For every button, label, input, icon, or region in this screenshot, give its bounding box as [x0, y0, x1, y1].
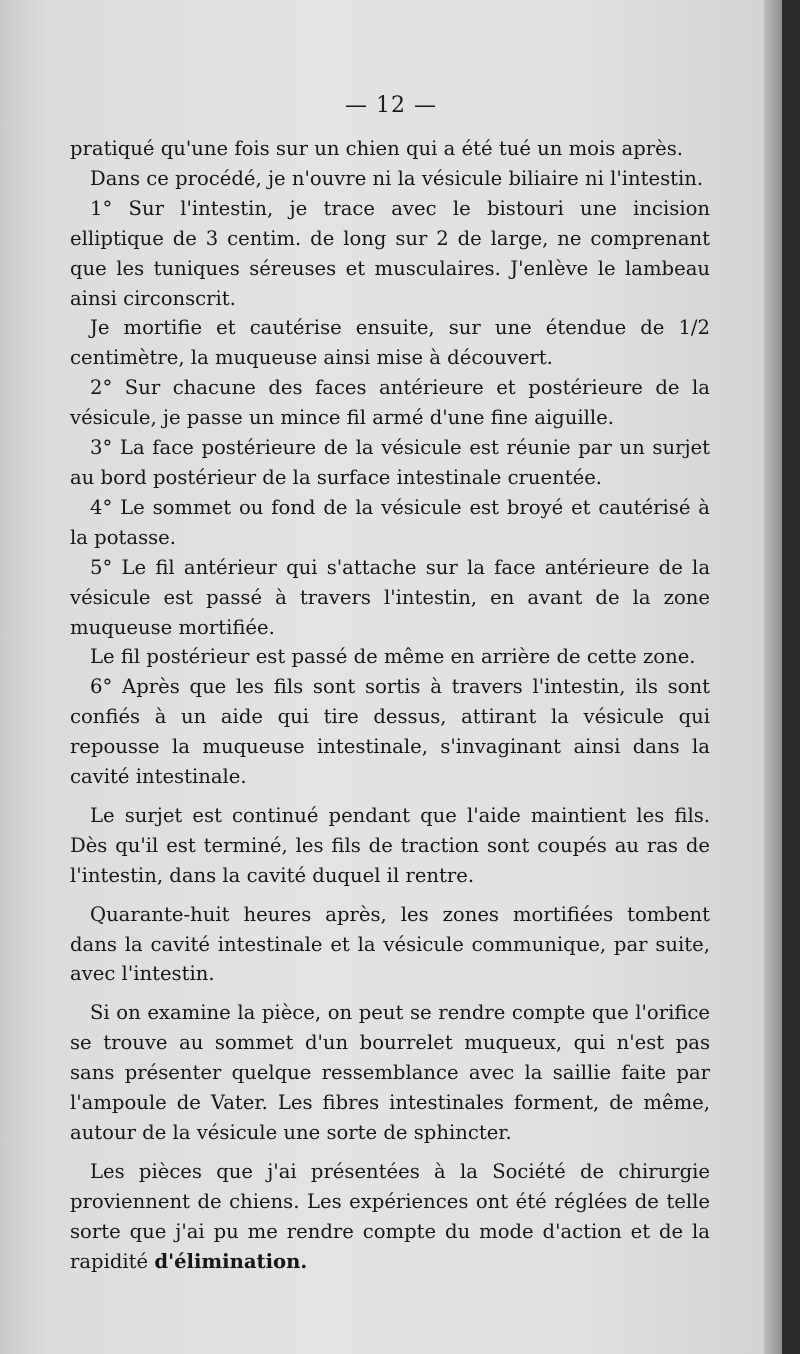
paragraph-7: 4° Le sommet ou fond de la vésicule est broyé et cautérisé à la potasse.: [70, 495, 710, 549]
paragraph-2: Dans ce procédé, je n'ouvre ni la vésicule biliaire ni l'intestin.: [90, 166, 704, 190]
paragraph-14: [70, 1157, 710, 1277]
paragraph-6: 3° La face postérieure de la vésicule est réunie par un surjet au bord postérieur de la surface intestinale cruentée.: [70, 436, 710, 489]
paragraph-12: Quarante-huit heures après, les zones mortifiées tombent dans la cavité intestinale et la vésicule communique, par suite, avec l'intestin.: [70, 902, 710, 986]
bold-closing-word: d'élimination.: [154, 1249, 308, 1273]
paragraph-13: Si on examine la pièce, on peut se rendre compte que l'orifice se trouve au sommet d'un bourrelet muqueux, qui n'est pas sans présenter quelque ressemblance avec la saillie faite par l'ampoule de Vater. Les fibres intestinales forment, de même, autour de la vésicule une sorte de sphincter.: [70, 1001, 710, 1144]
paragraph-11: Le surjet est continué pendant que l'aide maintient les fils. Dès qu'il est terminé, les fils de traction sont coupés au ras de l'intestin, dans la cavité duquel il rentre.: [70, 803, 710, 887]
paragraph-14-text: Les pièces que j'ai présentées à la Société de chirurgie proviennent de chiens. Les expériences ont été réglées de telle sorte que j'ai pu me rendre compte du mode d'action et de la rapidité: [70, 1159, 710, 1273]
paragraph-1: pratiqué qu'une fois sur un chien qui a été tué un mois après.: [70, 137, 684, 160]
page-number: — 12 —: [345, 93, 437, 118]
paragraph-3: 1° Sur l'intestin, je trace avec le bistouri une incision elliptique de 3 centim. de long sur 2 de large, ne comprenant que les tuniques séreuses et musculaires. J'enlève le lambeau ainsi circonscrit.: [70, 196, 710, 310]
paragraph-4: Je mortifie et cautérise ensuite, sur une étendue de 1/2 centimètre, la muqueuse ainsi mise à découvert.: [70, 316, 710, 370]
paragraph-9: Le fil postérieur est passé de même en arrière de cette zone.: [90, 645, 696, 669]
paragraph-10: 6° Après que les fils sont sortis à travers l'intestin, ils sont confiés à un aide qui tire dessus, attirant la vésicule qui repousse la muqueuse intestinale, s'invaginant ainsi dans la cavité intestinale.: [70, 675, 710, 789]
paragraph-8: 5° Le fil antérieur qui s'attache sur la face antérieure de la vésicule est passé à travers l'intestin, en avant de la zone muqueuse mortifiée.: [70, 555, 710, 639]
page-edge-shadow: [764, 0, 782, 1354]
body-text: [70, 134, 710, 1277]
paragraph-5: 2° Sur chacune des faces antérieure et postérieure de la vésicule, je passe un mince fil armé d'une fine aiguille.: [70, 376, 710, 430]
